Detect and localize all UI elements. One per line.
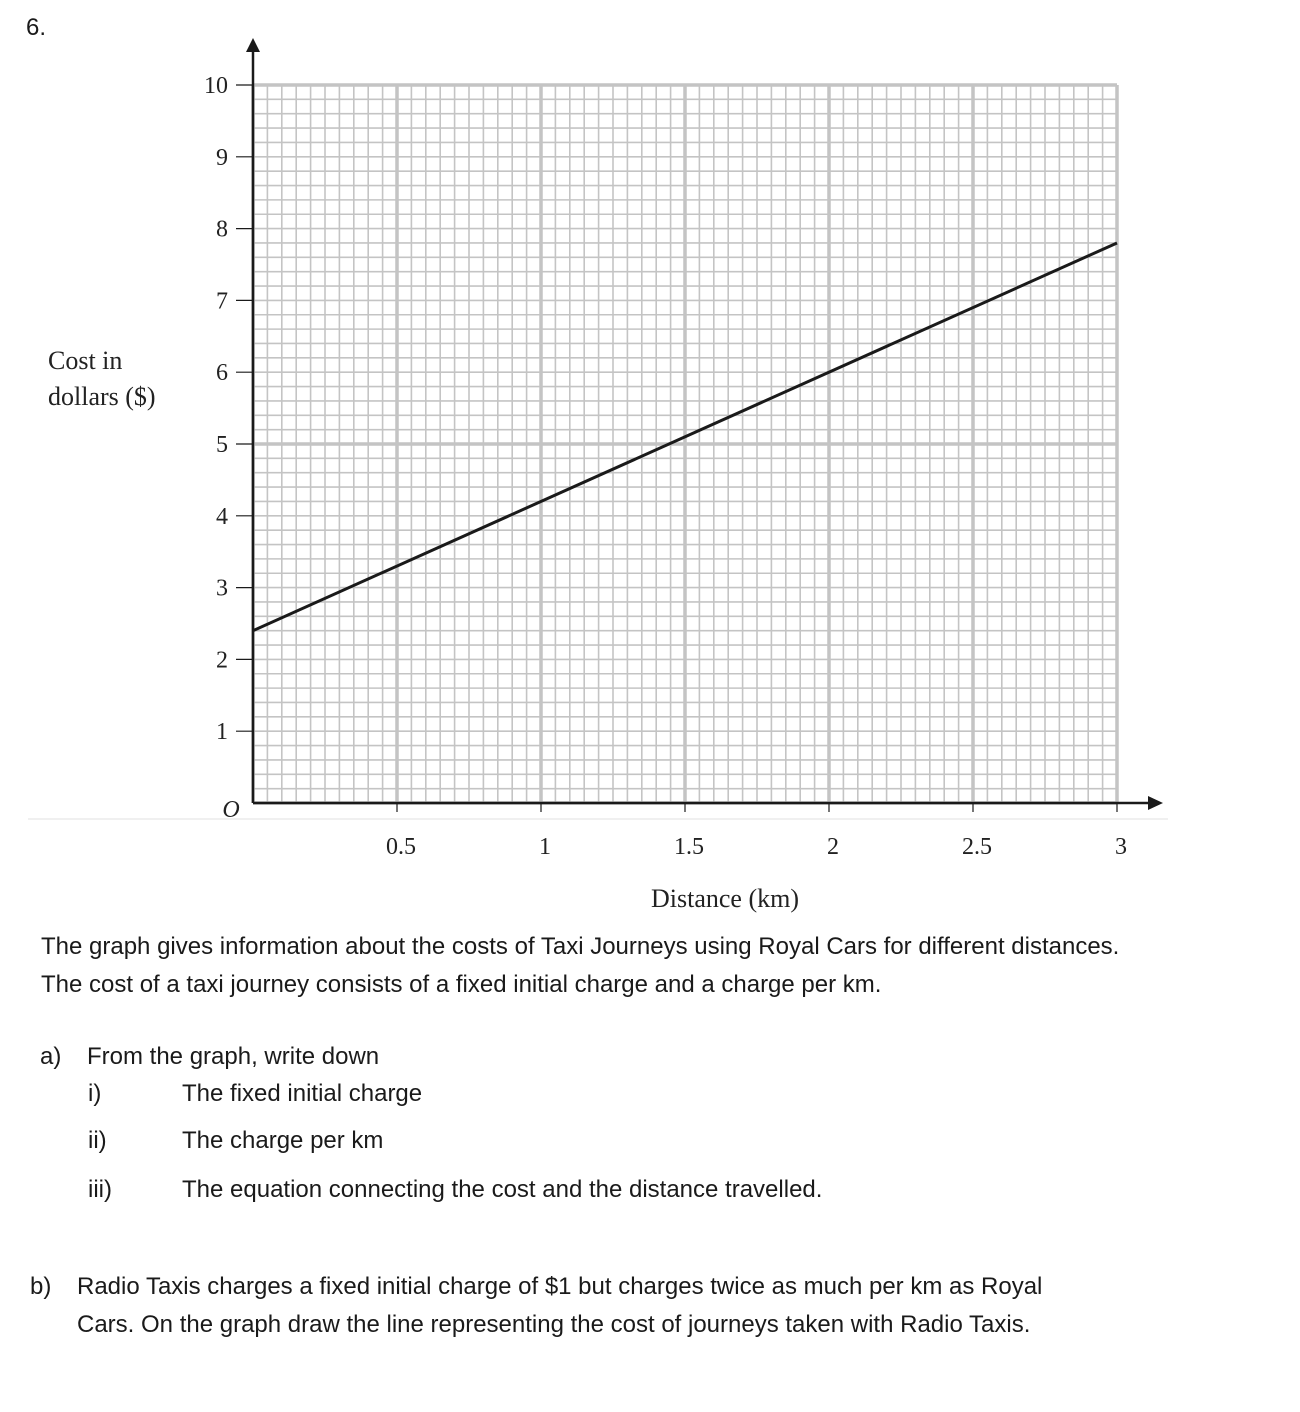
part-a-prompt: From the graph, write down: [87, 1043, 380, 1070]
x-tick-label: 1: [539, 834, 551, 860]
part-b-label: b): [30, 1273, 52, 1300]
x-tick-label: 3: [1115, 834, 1127, 860]
y-axis-arrow-icon: [246, 38, 260, 52]
y-tick-label: 6: [216, 360, 228, 387]
part-a-item-label: ii): [88, 1127, 107, 1154]
chart-grid: [253, 85, 1117, 803]
x-axis-arrow-icon: [1148, 796, 1163, 810]
y-tick-label: 9: [216, 144, 228, 171]
intro-paragraph: The graph gives information about the costs of Taxi Journeys using Royal Cars for different distances. The cost of a taxi journey consists of a fixed initial charge and a charge per km.: [41, 933, 1120, 998]
x-axis-label: Distance (km): [650, 884, 800, 913]
chart-ticks: [204, 73, 1127, 860]
part-b-text: Radio Taxis charges a fixed initial charge of $1 but charges twice as much per km as Royal Cars. On the graph draw the line representing the cost of journeys taken with Radio Taxis.: [77, 1273, 1043, 1338]
x-tick-label: 0.5: [386, 834, 416, 860]
y-tick-label: 8: [216, 216, 228, 243]
y-tick-label: 10: [204, 73, 228, 99]
part-a-item-label: iii): [88, 1176, 112, 1203]
y-tick-label: 5: [216, 432, 228, 458]
y-tick-label: 1: [216, 719, 228, 746]
part-a-item-text: The fixed initial charge: [182, 1080, 423, 1107]
y-axis-label-line-2: dollars ($): [48, 382, 156, 411]
y-tick-label: 4: [216, 503, 228, 530]
x-tick-label: 2: [827, 834, 839, 860]
y-tick-label: 7: [216, 288, 228, 315]
origin-label: O: [222, 797, 240, 823]
x-tick-label: 2.5: [962, 834, 992, 860]
y-tick-label: 2: [216, 647, 228, 674]
question-number: 6.: [26, 14, 47, 41]
y-axis-label-line-1: Cost in: [48, 346, 123, 375]
part-a-item-label: i): [88, 1080, 102, 1107]
part-a-item-text: The charge per km: [182, 1127, 384, 1154]
y-tick-label: 3: [216, 575, 228, 602]
part-a-label: a): [40, 1043, 62, 1070]
x-tick-label: 1.5: [674, 834, 704, 860]
part-a-item-text: The equation connecting the cost and the distance travelled.: [182, 1176, 823, 1203]
